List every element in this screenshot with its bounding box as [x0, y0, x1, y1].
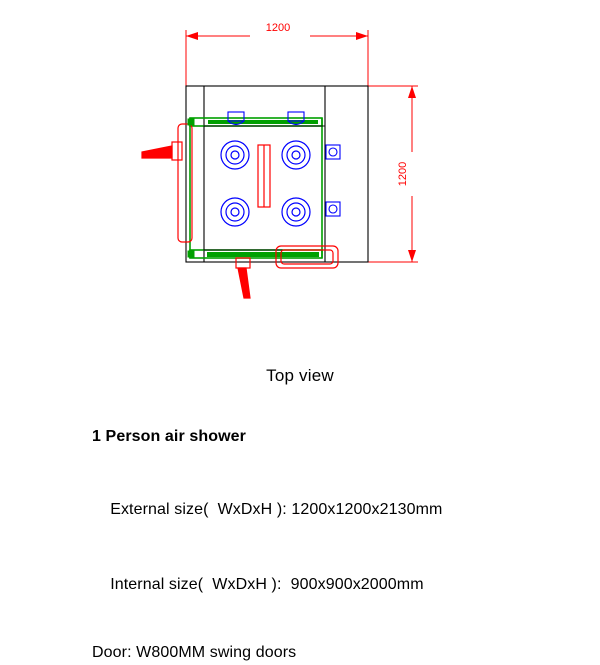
inner-chamber-frame [190, 118, 322, 258]
depth-dimension-label: 1200 [397, 161, 409, 187]
left-door-assembly [142, 124, 192, 242]
external-size-value: : 1200x1200x2130mm [282, 501, 443, 518]
external-size-line [92, 472, 572, 547]
internal-size-line [92, 547, 572, 622]
width-dimension-label: 1200 [265, 22, 291, 34]
internal-size-label: Internal size( WxDxH ) [110, 576, 277, 593]
nozzle-plate [258, 145, 270, 207]
internal-size-value: : 900x900x2000mm [276, 576, 424, 593]
side-fittings [326, 145, 340, 216]
specification-block [92, 428, 572, 665]
product-title: 1 Person air shower [92, 428, 246, 445]
view-caption: Top view [266, 366, 334, 385]
external-size-label: External size( WxDxH ) [110, 501, 283, 518]
door-spec-line: Door: W800MM swing doors [92, 644, 297, 661]
width-dimension [186, 30, 368, 92]
spec-spacer [92, 622, 572, 640]
depth-dimension [368, 86, 418, 262]
cabinet-outline [186, 86, 368, 262]
hinge-marks [188, 119, 194, 257]
blower-units [221, 141, 310, 226]
